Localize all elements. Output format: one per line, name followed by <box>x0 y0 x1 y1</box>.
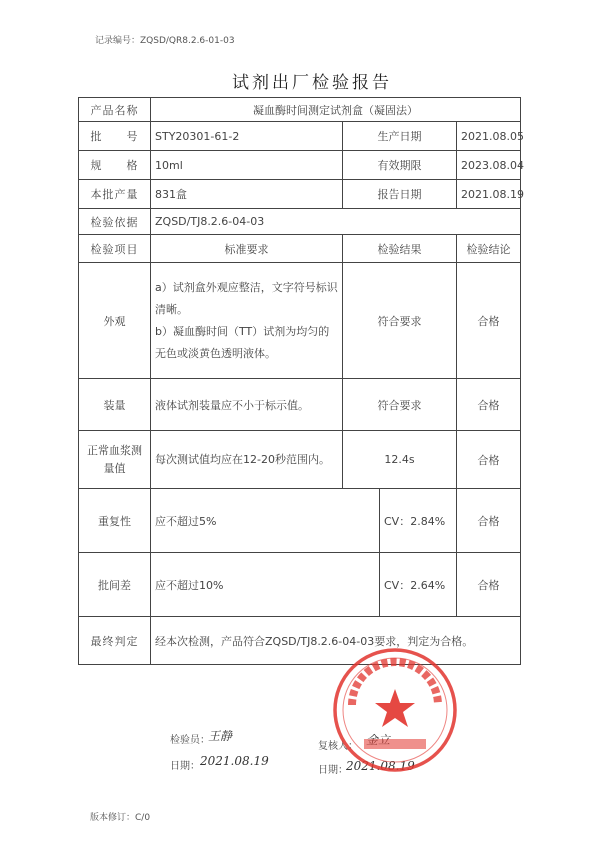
requirement-line: a）试剂盒外观应整洁，文字符号标识清晰。 <box>155 280 338 316</box>
inspector-label: 检验员： <box>170 735 210 746</box>
product-name: 凝血酶时间测定试剂盒（凝固法） <box>151 98 521 122</box>
requirement-line: b）凝血酶时间（TT）试剂为均匀的无色或淡黄色透明液体。 <box>155 324 330 360</box>
production-date-label: 生产日期 <box>343 122 457 151</box>
row-column-headers <box>79 235 521 263</box>
basis-label: 检验依据 <box>79 209 151 235</box>
inspector-signature: 王静 <box>208 729 233 743</box>
product-name-label: 产品名称 <box>79 98 151 122</box>
col-header-conclusion: 检验结论 <box>457 235 521 263</box>
inspection-stamp <box>330 645 460 775</box>
record-number: 记录编号：ZQSD/QR8.2.6-01-03 <box>95 36 235 46</box>
report-table <box>78 97 524 665</box>
item-batch-difference: 批间差 <box>79 553 151 617</box>
spec-label: 规 格 <box>79 151 151 180</box>
conclusion-value: 合格 <box>457 553 521 617</box>
expiry-date: 2023.08.04 <box>457 151 521 180</box>
row-basis <box>79 209 521 235</box>
col-header-result: 检验结果 <box>343 235 457 263</box>
item-fill-volume: 装量 <box>79 379 151 431</box>
inspector-date: 2021.08.19 <box>200 754 269 768</box>
reviewer-date-label: 日期： <box>318 765 348 776</box>
result-value: 12.4s <box>343 431 457 489</box>
batch-label: 批 号 <box>79 122 151 151</box>
final-judgement-text: 经本次检测，产品符合ZQSD/TJ8.2.6-04-03要求，判定为合格。 <box>151 617 521 665</box>
row-quantity <box>79 180 521 209</box>
conclusion-value: 合格 <box>457 379 521 431</box>
basis-value: ZQSD/TJ8.2.6-04-03 <box>151 209 521 235</box>
table-row <box>79 489 521 553</box>
result-value: CV：2.84% <box>380 489 457 553</box>
production-date: 2021.08.05 <box>457 122 521 151</box>
result-value: 符合要求 <box>343 379 457 431</box>
requirement-line: 液体试剂装量应不小于标示值。 <box>151 379 343 431</box>
inspector-date-label: 日期： <box>170 761 200 772</box>
conclusion-value: 合格 <box>457 489 521 553</box>
col-header-requirement: 标准要求 <box>151 235 343 263</box>
table-row <box>79 431 521 489</box>
table-row <box>79 553 521 617</box>
requirement-line: 应不超过5% <box>151 489 380 553</box>
batch-number: STY20301-61-2 <box>151 122 343 151</box>
col-header-item: 检验项目 <box>79 235 151 263</box>
result-value: 符合要求 <box>343 263 457 379</box>
report-title: 试剂出厂检验报告 <box>232 73 392 93</box>
requirement-line: 每次测试值均应在12-20秒范围内。 <box>151 431 343 489</box>
report-date-label: 报告日期 <box>343 180 457 209</box>
reviewer-date: 2021.08.19 <box>346 759 415 773</box>
quantity-label: 本批产量 <box>79 180 151 209</box>
conclusion-value: 合格 <box>457 263 521 379</box>
report-date: 2021.08.19 <box>457 180 521 209</box>
quantity-value: 831盒 <box>151 180 343 209</box>
version-footer: 版本修订：C/0 <box>90 813 151 823</box>
row-batch <box>79 122 521 151</box>
table-row <box>79 379 521 431</box>
item-normal-plasma: 正常血浆测量值 <box>79 431 151 489</box>
spec-value: 10ml <box>151 151 343 180</box>
row-spec <box>79 151 521 180</box>
expiry-label: 有效期限 <box>343 151 457 180</box>
table-row <box>79 263 521 379</box>
result-value: CV：2.64% <box>380 553 457 617</box>
item-repeatability: 重复性 <box>79 489 151 553</box>
requirement-cell <box>151 263 343 379</box>
reviewer-label: 复核人： <box>318 741 358 752</box>
conclusion-value: 合格 <box>457 431 521 489</box>
item-appearance: 外观 <box>79 263 151 379</box>
row-product-name <box>79 98 521 122</box>
final-judgement-label: 最终判定 <box>79 617 151 665</box>
requirement-line: 应不超过10% <box>151 553 380 617</box>
